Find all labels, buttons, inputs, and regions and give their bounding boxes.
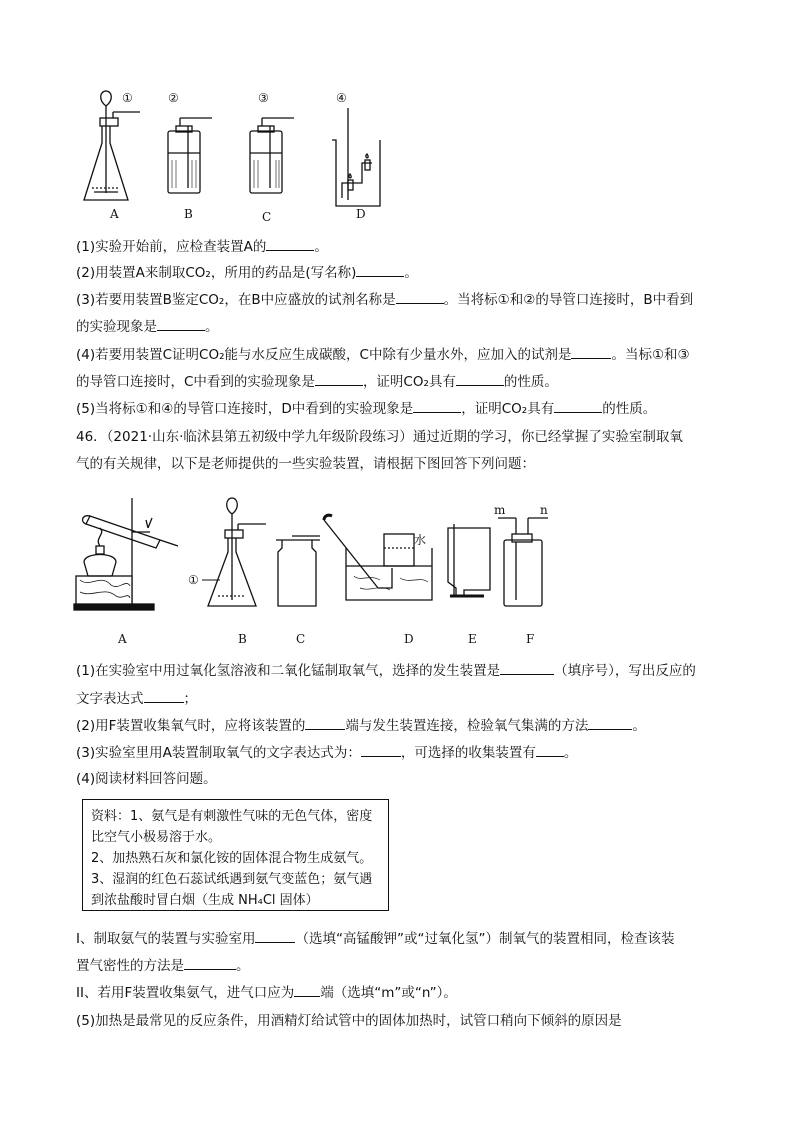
answer-blank[interactable] [315,373,363,386]
figure-co2-apparatus [80,88,410,224]
material-line-4: 3、湿润的红色石蕊试纸遇到氨气变蓝色；氨气遇 [91,872,373,887]
apparatus-b-flask [208,498,266,606]
q46-sub-i: I、制取氨气的装置与实验室用 （选填“高锰酸钾”或“过氧化氢”）制氧气的装置相同，检查该装 [76,931,675,947]
marker-1: ① [122,91,133,105]
q45-part2: (2)用装置A来制取CO₂，所用的药品是(写名称) 。 [76,265,418,281]
label-e: E [468,632,477,646]
q45-part3-cont: 的实验现象是 。 [76,319,219,335]
answer-blank[interactable] [144,690,184,703]
material-line-3: 2、加热熟石灰和氯化铵的固体混合物生成氨气。 [91,851,373,866]
q46-part5: (5)加热是最常见的反应条件，用酒精灯给试管中的固体加热时，试管口稍向下倾斜的原因是 [76,1013,622,1029]
port-m: m [494,503,506,517]
answer-blank[interactable] [356,264,404,277]
label-c: C [296,632,306,646]
figure-oxygen-apparatus [70,488,570,650]
q45-part3: (3)若要用装置B鉴定CO₂，在B中应盛放的试剂名称是 。当将标①和②的导管口连接时，B中看到 [76,292,694,308]
q46-part1: (1)在实验室中用过氧化氢溶液和二氧化锰制取氧气，选择的发生装置是 （填序号），写出反应的 [76,663,696,679]
label-f: F [526,632,535,646]
reference-material-box [82,799,389,911]
port-n: n [540,503,548,517]
apparatus-a-flask [84,91,140,200]
answer-blank[interactable] [305,717,345,730]
answer-blank[interactable] [536,744,564,757]
q46-part4: (4)阅读材料回答问题。 [76,771,217,787]
q46-part3: (3)实验室里用A装置制取氧气的文字表达式为： ，可选择的收集装置有 。 [76,745,578,761]
answer-blank[interactable] [413,400,461,413]
material-line-1: 资料：1、氨气是有刺激性气味的无色气体，密度 [91,809,373,824]
label-a: A [110,207,119,221]
apparatus-d-trough [324,515,432,600]
answer-blank[interactable] [456,373,504,386]
apparatus-a-heating-setup [74,498,178,610]
label-b: B [238,632,247,646]
apparatus-c-bottle [276,536,320,606]
q46-sub-ii: II、若用F装置收集氨气，进气口应为 端（选填“m”或“n”）。 [76,985,457,1001]
marker-3: ③ [258,91,269,105]
answer-blank[interactable] [500,662,554,675]
material-line-2: 比空气小极易溶于水。 [91,830,222,845]
q46-sub-i-cont: 置气密性的方法是 。 [76,958,250,974]
answer-blank[interactable] [184,957,236,970]
answer-blank[interactable] [396,291,444,304]
q45-part4: (4)若要用装置C证明CO₂能与水反应生成碳酸，C中除有少量水外，应加入的试剂是 。当标①和③ [76,347,690,363]
q45-part5: (5)当将标①和④的导管口连接时，D中看到的实验现象是 ，证明CO₂具有 的性质。 [76,401,657,417]
q45-part1: (1)实验开始前，应检查装置A的 。 [76,239,328,255]
label-a: A [118,632,127,646]
apparatus-b-bottle [168,118,212,193]
marker-2: ② [168,91,179,105]
answer-blank[interactable] [294,984,320,997]
q46-part1-cont: 文字表达式 ； [76,691,197,707]
answer-blank[interactable] [361,744,401,757]
label-d: D [404,632,414,646]
apparatus-e-bottle [448,524,490,596]
answer-blank[interactable] [157,318,205,331]
apparatus-c-bottle [250,118,294,193]
answer-blank[interactable] [588,717,632,730]
apparatus-d-beaker [332,108,380,206]
marker-1: ① [188,573,199,587]
label-d: D [356,207,366,221]
q46-intro-line2: 气的有关规律，以下是老师提供的一些实验装置，请根据下图回答下列问题： [76,456,535,472]
label-b: B [184,207,193,221]
answer-blank[interactable] [571,346,611,359]
apparatus-f-bottle [498,518,548,606]
label-water: 水 [414,533,427,547]
q45-part4-cont: 的导管口连接时，C中看到的实验现象是 ，证明CO₂具有 的性质。 [76,374,558,390]
q46-intro-line1: 46．（2021·山东·临沭县第五初级中学九年级阶段练习）通过近期的学习，你已经掌握了实验室制取氧 [76,429,683,445]
answer-blank[interactable] [266,238,314,251]
marker-4: ④ [336,91,347,105]
label-c: C [262,210,272,224]
material-line-5: 到浓盐酸时冒白烟（生成 NH₄Cl 固体） [91,893,319,908]
q46-part2: (2)用F装置收集氧气时，应将该装置的 端与发生装置连接，检验氧气集满的方法 。 [76,718,646,734]
answer-blank[interactable] [255,930,295,943]
answer-blank[interactable] [554,400,602,413]
